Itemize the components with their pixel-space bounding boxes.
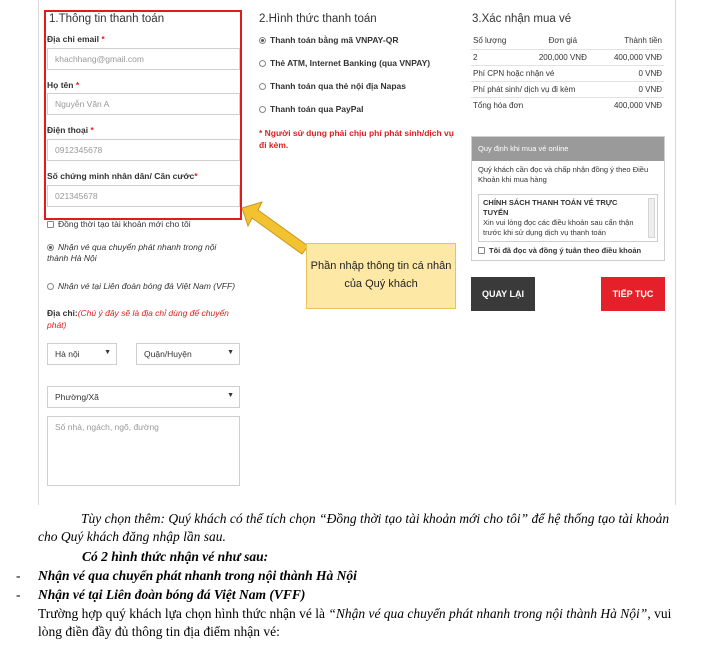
fee-note: * Người sử dụng phải chịu phí phát sinh/dịch vụ đi kèm. xyxy=(259,128,454,150)
id-number-field[interactable]: 021345678 xyxy=(47,185,240,207)
radio-icon xyxy=(259,60,266,67)
name-field[interactable]: Nguyễn Văn A xyxy=(47,93,240,115)
agree-checkbox[interactable]: Tôi đã đọc và đồng ý tuân theo điều khoản xyxy=(478,246,641,255)
table-row: Phí CPN hoặc nhận vé 0 VNĐ xyxy=(471,65,664,81)
pay-atm-radio[interactable]: Thẻ ATM, Internet Banking (qua VNPAY) xyxy=(259,58,430,68)
chevron-down-icon: ▼ xyxy=(227,349,234,356)
policy-title: Quy định khi mua vé online xyxy=(472,137,664,161)
header-unit-price: Đơn giá xyxy=(548,36,578,46)
back-button[interactable]: QUAY LẠI xyxy=(471,277,535,311)
ward-select[interactable]: Phường/Xã ▼ xyxy=(47,386,240,408)
checkbox-icon xyxy=(47,221,54,228)
pay-paypal-radio[interactable]: Thanh toán qua PayPal xyxy=(259,104,364,114)
checkbox-icon xyxy=(478,247,485,254)
table-row: 2 200,000 VNĐ 400,000 VNĐ xyxy=(471,49,664,65)
continue-button[interactable]: TIẾP TỤC xyxy=(601,277,665,311)
radio-selected-icon xyxy=(259,37,266,44)
name-label: Họ tên * xyxy=(47,80,80,90)
radio-icon xyxy=(259,83,266,90)
delivery-vff-radio[interactable]: Nhận vé tại Liên đoàn bóng đá Việt Nam (VFF) xyxy=(47,281,235,291)
district-select[interactable]: Quận/Huyện ▼ xyxy=(136,343,240,365)
delivery-heading: Có 2 hình thức nhận vé như sau: xyxy=(82,549,269,564)
highlight-box xyxy=(44,10,242,220)
phone-label: Điện thoại * xyxy=(47,125,94,135)
id-number-label: Số chứng minh nhân dân/ Căn cước* xyxy=(47,171,198,181)
address-label: Địa chỉ:(Chú ý đây sẽ là địa chỉ dùng để chuyển phát) xyxy=(47,308,229,330)
order-summary-table xyxy=(471,33,664,113)
pay-vnpay-qr-radio[interactable]: Thanh toán bằng mã VNPAY-QR xyxy=(259,35,398,45)
create-account-checkbox[interactable]: Đồng thời tạo tài khoản mới cho tôi xyxy=(47,219,191,229)
confirm-title: 3.Xác nhận mua vé xyxy=(472,13,572,25)
city-select[interactable]: Hà nội ▼ xyxy=(47,343,117,365)
bullet-dash: - xyxy=(16,587,21,602)
payment-info-title: 1.Thông tin thanh toán xyxy=(49,13,165,25)
paragraph-instructions: Trường hợp quý khách lựa chọn hình thức nhận vé là “Nhận vé qua chuyển phát nhanh trong nội thành Hà Nội”, vui lòng điền đầy đủ thông tin địa điểm nhận vé: xyxy=(38,606,672,639)
policy-panel xyxy=(471,136,665,261)
table-row: Phí phát sinh/ dịch vụ đi kèm 0 VNĐ xyxy=(471,81,664,97)
email-label: Địa chỉ email * xyxy=(47,34,105,44)
callout-note: Phần nhập thông tin cá nhân của Quý khách xyxy=(306,243,456,309)
delivery-express-radio[interactable]: Nhận vé qua chuyển phát nhanh trong nội thành Hà Nội xyxy=(47,242,217,263)
phone-field[interactable]: 0912345678 xyxy=(47,139,240,161)
chevron-down-icon: ▼ xyxy=(227,392,234,399)
chevron-down-icon: ▼ xyxy=(104,349,111,356)
paragraph-optional: Tùy chọn thêm: Quý khách có thể tích chọn “Đồng thời tạo tài khoản mới cho tôi” để hệ thống tạo tài khoản cho Quý khách đăng nhập lần sau. xyxy=(38,511,670,544)
policy-scrollbox[interactable]: CHÍNH SÁCH THANH TOÁN VÉ TRỰC TUYẾN Xin vui lòng đọc các điều khoản sau cẩn thận trước khi sử dụng dịch vụ thanh toán xyxy=(478,194,658,242)
callout-arrow-icon xyxy=(238,198,310,258)
radio-icon xyxy=(47,283,54,290)
pay-napas-radio[interactable]: Thanh toán qua thẻ nội địa Napas xyxy=(259,81,406,91)
radio-icon xyxy=(259,106,266,113)
table-row: Tổng hóa đơn 400,000 VNĐ xyxy=(471,97,664,113)
policy-text: Quý khách cần đọc và chấp nhận đồng ý theo Điều Khoản khi mua hàng xyxy=(478,165,649,184)
header-quantity: Số lượng xyxy=(473,36,507,46)
email-field[interactable]: khachhang@gmail.com xyxy=(47,48,240,70)
payment-method-title: 2.Hình thức thanh toán xyxy=(259,13,377,25)
bullet-dash: - xyxy=(16,568,21,583)
bullet-vff: Nhận vé tại Liên đoàn bóng đá Việt Nam (VFF) xyxy=(38,587,306,602)
header-total: Thành tiền xyxy=(624,36,662,46)
scrollbar[interactable] xyxy=(648,198,655,238)
bullet-express: Nhận vé qua chuyển phát nhanh trong nội thành Hà Nội xyxy=(38,568,357,583)
street-textarea[interactable]: Số nhà, ngách, ngõ, đường xyxy=(47,416,240,486)
radio-selected-icon xyxy=(47,244,54,251)
